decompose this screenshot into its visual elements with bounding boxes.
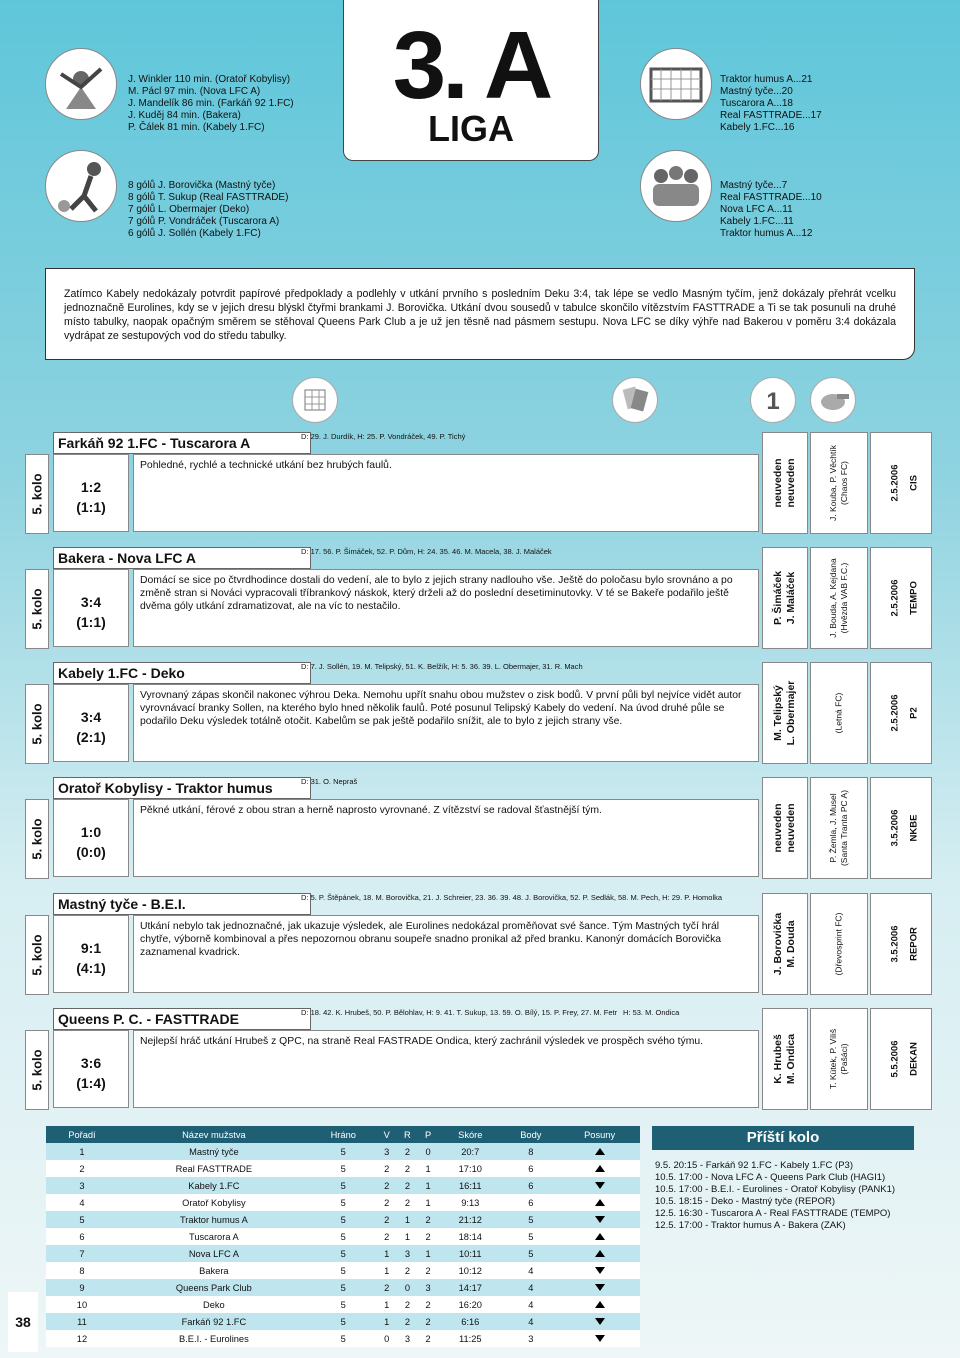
goalkeeper-photo <box>45 48 117 120</box>
table-cell: 11 <box>46 1313 118 1330</box>
table-row <box>46 1279 640 1296</box>
table-cell: 1 <box>377 1245 397 1262</box>
arrow-down-icon <box>559 1279 640 1296</box>
list-item: 8 gólů J. Borovička (Mastný tyče) <box>128 180 276 191</box>
arrow-down-icon <box>559 1262 640 1279</box>
table-cell: 2 <box>418 1262 438 1279</box>
halftime-score: (1:4) <box>76 1075 106 1091</box>
table-cell: 2 <box>397 1177 418 1194</box>
table-cell: 3 <box>397 1245 418 1262</box>
league-header <box>343 0 599 161</box>
list-item: 10.5. 18:15 - Deko - Mastný tyče (REPOR) <box>655 1196 836 1207</box>
match-date: 5.5.2006 <box>889 1040 901 1078</box>
table-cell: 16:20 <box>438 1296 502 1313</box>
table-cell: 5 <box>46 1211 118 1228</box>
table-cell: 1 <box>397 1211 418 1228</box>
table-row <box>46 1194 640 1211</box>
table-row <box>46 1228 640 1245</box>
table-row <box>46 1211 640 1228</box>
final-score: 1:2 <box>80 479 102 495</box>
date-venue <box>870 1008 932 1110</box>
table-cell: Queens Park Club <box>118 1279 310 1296</box>
list-item: Mastný tyče...7 <box>720 180 788 191</box>
table-cell: 4 <box>502 1313 559 1330</box>
final-score: 3:4 <box>80 709 102 725</box>
table-cell: 2 <box>46 1160 118 1177</box>
table-cell: 1 <box>397 1228 418 1245</box>
match-block <box>25 1008 935 1110</box>
grid-icon <box>292 377 338 423</box>
table-row <box>46 1143 640 1160</box>
table-cell: Farkáň 92 1.FC <box>118 1313 310 1330</box>
match-block <box>25 893 935 995</box>
table-cell: 5 <box>310 1194 377 1211</box>
best-players <box>762 893 808 995</box>
arrow-down-icon <box>559 1211 640 1228</box>
table-cell: 20:7 <box>438 1143 502 1160</box>
table-row <box>46 1313 640 1330</box>
table-row <box>46 1296 640 1313</box>
match-title: Farkáň 92 1.FC - Tuscarora A <box>53 432 311 454</box>
score-box <box>53 799 129 877</box>
list-item: 7 gólů P. Vondráček (Tuscarora A) <box>128 216 280 227</box>
round-label <box>25 454 49 534</box>
match-venue: P2 <box>908 707 920 719</box>
top-right-list <box>720 74 822 134</box>
referee: J. Bouda, A. Kejdana <box>828 558 838 638</box>
table-cell: 4 <box>502 1262 559 1279</box>
goal-list: D: 17. 56. P. Šimáček, 52. P. Dům, H: 24. 35. 46. M. Macela, 38. J. Maláček <box>301 547 552 556</box>
round-text: 5. kolo <box>29 934 45 976</box>
next-round-list <box>655 1160 895 1232</box>
player-kick-photo <box>45 150 117 222</box>
table-cell: 1 <box>418 1160 438 1177</box>
best-players <box>762 777 808 879</box>
goal-net-photo <box>640 48 712 120</box>
list-item: P. Čálek 81 min. (Kabely 1.FC) <box>128 122 265 133</box>
scorer: L. Obermajer <box>785 680 797 746</box>
mid-left-list <box>128 180 288 240</box>
table-cell: 2 <box>397 1313 418 1330</box>
referees <box>810 662 868 764</box>
scorer: neuveden <box>772 458 784 508</box>
final-score: 3:6 <box>80 1055 102 1071</box>
scorer: M. Telipský <box>772 685 784 741</box>
table-cell: Bakera <box>118 1262 310 1279</box>
date-venue <box>870 547 932 649</box>
match-block <box>25 777 935 879</box>
match-title: Queens P. C. - FASTTRADE <box>53 1008 311 1030</box>
table-cell: 2 <box>418 1313 438 1330</box>
col-header: Název mužstva <box>118 1126 310 1143</box>
round-label <box>25 1030 49 1110</box>
match-venue: NKBE <box>908 814 920 842</box>
table-cell: 2 <box>418 1330 438 1347</box>
referee: P. Žemla, J. Musel <box>828 793 838 863</box>
scorer: P. Šimáček <box>772 570 784 626</box>
table-cell: 5 <box>310 1245 377 1262</box>
referees <box>810 1008 868 1110</box>
table-cell: 5 <box>310 1279 377 1296</box>
match-venue: TEMPO <box>908 581 920 615</box>
table-cell: 0 <box>418 1143 438 1160</box>
table-cell: Kabely 1.FC <box>118 1177 310 1194</box>
table-cell: 4 <box>502 1279 559 1296</box>
goal-list-away: H: 53. M. Ondica <box>623 1008 680 1017</box>
col-header: R <box>397 1126 418 1143</box>
match-title: Bakera - Nova LFC A <box>53 547 311 569</box>
table-cell: 5 <box>502 1245 559 1262</box>
scorer: K. Hrubeš <box>772 1034 784 1084</box>
table-cell: Tuscarora A <box>118 1228 310 1245</box>
final-score: 9:1 <box>80 940 102 956</box>
table-cell: 5 <box>502 1228 559 1245</box>
arrow-up-icon <box>559 1194 640 1211</box>
col-header: P <box>418 1126 438 1143</box>
referees <box>810 432 868 534</box>
match-date: 2.5.2006 <box>889 579 901 617</box>
table-cell: 6 <box>502 1160 559 1177</box>
referees <box>810 893 868 995</box>
match-description: Utkání nebylo tak jednoznačné, jak ukazuje výsledek, ale Eurolines nedokázal proměňovat své šance. Tým Mastných tyčí hrál chytře, výborně kombinoval a přes nepozornou obranu soupeře snadno pronikal až před branku. Kanonýr domácích Borovička zaznamenal kvadrick. <box>133 915 759 993</box>
score-box <box>53 684 129 762</box>
score-box <box>53 569 129 647</box>
arrow-up-icon <box>559 1228 640 1245</box>
table-cell: 1 <box>418 1177 438 1194</box>
table-cell: 2 <box>377 1228 397 1245</box>
table-cell: 5 <box>310 1262 377 1279</box>
halftime-score: (2:1) <box>76 729 106 745</box>
table-cell: Traktor humus A <box>118 1211 310 1228</box>
arrow-down-icon <box>559 1330 640 1347</box>
page-number: 38 <box>8 1292 38 1352</box>
list-item: Kabely 1.FC...11 <box>720 216 794 227</box>
halftime-score: (4:1) <box>76 960 106 976</box>
table-cell: 18:14 <box>438 1228 502 1245</box>
col-header: Skóre <box>438 1126 502 1143</box>
arrow-up-icon <box>559 1143 640 1160</box>
scorer: M. Douda <box>785 920 797 968</box>
referee: (Santa Tranta PC A) <box>839 789 849 867</box>
list-item: 10.5. 17:00 - B.E.I. - Eurolines - Oratoř Kobylisy (PANK1) <box>655 1184 896 1195</box>
table-cell: Real FASTTRADE <box>118 1160 310 1177</box>
match-block <box>25 662 935 764</box>
table-cell: 2 <box>377 1211 397 1228</box>
goal-list: D: 7. J. Sollén, 19. M. Telipský, 51. K. Belžík, H: 5. 36. 39. L. Obermajer, 31. R. Mach <box>301 662 583 671</box>
table-row <box>46 1160 640 1177</box>
league-subtitle: LIGA <box>428 108 514 149</box>
svg-text:1: 1 <box>766 388 780 415</box>
date-venue <box>870 777 932 879</box>
match-block <box>25 547 935 649</box>
table-cell: 16:11 <box>438 1177 502 1194</box>
referee: (Dřevosprint FC) <box>833 912 844 976</box>
scorer: neuveden <box>785 458 797 508</box>
table-cell: 3 <box>46 1177 118 1194</box>
table-cell: 5 <box>310 1330 377 1347</box>
list-item: Nova LFC A...11 <box>720 204 793 215</box>
table-cell: 6 <box>46 1228 118 1245</box>
table-row <box>46 1330 640 1347</box>
score-box <box>53 915 129 993</box>
table-cell: 2 <box>377 1194 397 1211</box>
arrow-up-icon <box>559 1296 640 1313</box>
list-item: 9.5. 20:15 - Farkáň 92 1.FC - Kabely 1.FC (P3) <box>655 1160 854 1171</box>
match-venue: REPOR <box>908 927 920 961</box>
table-cell: 3 <box>397 1330 418 1347</box>
table-cell: 3 <box>418 1279 438 1296</box>
col-header: Posuny <box>559 1126 640 1143</box>
score-box <box>53 454 129 532</box>
best-players <box>762 432 808 534</box>
table-cell: 0 <box>377 1330 397 1347</box>
table-row <box>46 1245 640 1262</box>
goal-list: D: 5. P. Štěpánek, 18. M. Borovička, 21. J. Schreier, 23. 36. 39. 48. J. Borovička, 52. P. Sedlák, 58. M. Pech, H: 29. P. Homolka <box>301 893 723 902</box>
goal-list: D: 18. 42. K. Hrubeš, 50. P. Bělohlav, H: 9. 41. T. Sukup, 13. 59. O. Bílý, 15. P. Frey, 27. M. Fetr <box>301 1008 618 1017</box>
table-cell: 7 <box>46 1245 118 1262</box>
table-cell: Oratoř Kobylisy <box>118 1194 310 1211</box>
col-header: V <box>377 1126 397 1143</box>
match-title: Oratoř Kobylisy - Traktor humus <box>53 777 311 799</box>
table-cell: 6:16 <box>438 1313 502 1330</box>
intro-paragraph: Zatímco Kabely nedokázaly potvrdit papírové předpoklady a podlehly v utkání prvního s posledním Deku 3:4, tak lépe se vedlo Masným tyčím, jenž dokázaly přehrát vcelku jednoznačně Eurolines, kdy se v jejich dresu blýskl čtyřmi brankami J. Borovička. Utkání dvou sousedů v tabulce skončilo vítězstvím FASTTRADE a Ti se tak posunuli na druhé místo tabulky, naopak opačným směrem se stěhoval Queens Park Club a je už jen těsně nad pásmem sestupu. Nova LFC se díky výhře nad Bakerou v poměru 3:4 dokázala vydrápat ze sestupových vod do středu tabulky. <box>45 268 915 360</box>
best-players <box>762 662 808 764</box>
halftime-score: (1:1) <box>76 499 106 515</box>
match-date: 3.5.2006 <box>889 925 901 963</box>
list-item: J. Winkler 110 min. (Oratoř Kobylisy) <box>128 74 291 85</box>
table-cell: 1 <box>377 1313 397 1330</box>
table-cell: 1 <box>418 1245 438 1262</box>
table-cell: 5 <box>310 1296 377 1313</box>
table-cell: 2 <box>397 1194 418 1211</box>
arrow-up-icon <box>559 1245 640 1262</box>
league-title: 3. A <box>392 12 550 119</box>
table-cell: 11:25 <box>438 1330 502 1347</box>
table-cell: 8 <box>502 1143 559 1160</box>
table-cell: 0 <box>397 1279 418 1296</box>
halftime-score: (0:0) <box>76 844 106 860</box>
list-item: 7 gólů L. Obermajer (Deko) <box>128 204 250 215</box>
date-venue <box>870 432 932 534</box>
referees <box>810 777 868 879</box>
table-cell: 4 <box>502 1296 559 1313</box>
list-item: Traktor humus A...12 <box>720 228 813 239</box>
cards-icon <box>612 377 658 423</box>
top-left-list <box>128 74 294 134</box>
number-one-icon <box>750 377 796 423</box>
round-label <box>25 915 49 995</box>
table-cell: 1 <box>377 1262 397 1279</box>
table-cell: 10:12 <box>438 1262 502 1279</box>
round-text: 5. kolo <box>29 1049 45 1091</box>
table-cell: B.E.I. - Eurolines <box>118 1330 310 1347</box>
match-title: Kabely 1.FC - Deko <box>53 662 311 684</box>
arrow-down-icon <box>559 1313 640 1330</box>
scorer: neuveden <box>772 803 784 853</box>
table-cell: 2 <box>397 1262 418 1279</box>
match-date: 3.5.2006 <box>889 809 901 847</box>
list-item: M. Pácl 97 min. (Nova LFC A) <box>128 86 261 97</box>
goal-list: D: 31. O. Nepraš <box>301 777 358 786</box>
list-item: 6 gólů J. Sollén (Kabely 1.FC) <box>128 228 261 239</box>
scorer: J. Maláček <box>785 571 797 625</box>
halftime-score: (1:1) <box>76 614 106 630</box>
referees <box>810 547 868 649</box>
referee: (Hvězda VAB F.C.) <box>839 562 849 634</box>
match-description: Pohledné, rychlé a technické utkání bez hrubých faulů. <box>133 454 759 532</box>
table-cell: 2 <box>397 1160 418 1177</box>
list-item: Kabely 1.FC...16 <box>720 122 795 133</box>
round-text: 5. kolo <box>29 703 45 745</box>
match-description: Domácí se sice po čtvrdhodince dostali do vedení, ale to bylo z jejich strany nadlouho vše. Ještě do poločasu bylo srovnáno a po změně stran si Nováci vypracovali tříbrankový náskok, který drželi až do poslední desetiminutovky. V té se Bakeře podařilo ještě dvěma góly utkání zdramatizovat, ale na víc to nestačilo. <box>133 569 759 647</box>
table-cell: 6 <box>502 1177 559 1194</box>
table-cell: 2 <box>397 1143 418 1160</box>
match-description: Vyrovnaný zápas skončil nakonec výhrou Deka. Nemohu upřít snahu obou mužstev o zisk bodů. V první půli byl nejvíce vidět autor vyrovnávací branky Sollen, na kterého bylo hned několik faulů. Poté posunul Telipský Kabely do vedení. Na úvod druhé půle se podařilo Deku výsledek totálně otočit. Kabelům se pak ještě podařilo snížit, ale to bylo z jejich strany vše. <box>133 684 759 762</box>
table-cell: 8 <box>46 1262 118 1279</box>
table-cell: 2 <box>418 1296 438 1313</box>
date-venue <box>870 662 932 764</box>
date-venue <box>870 893 932 995</box>
table-cell: 2 <box>418 1211 438 1228</box>
table-cell: 9 <box>46 1279 118 1296</box>
table-cell: 5 <box>310 1177 377 1194</box>
table-cell: Deko <box>118 1296 310 1313</box>
table-cell: 1 <box>377 1296 397 1313</box>
match-venue: DEKAN <box>908 1042 920 1076</box>
table-cell: 2 <box>397 1296 418 1313</box>
table-cell: 5 <box>310 1143 377 1160</box>
round-label <box>25 799 49 879</box>
table-cell: 5 <box>310 1160 377 1177</box>
scorer: M. Ondica <box>785 1033 797 1085</box>
match-date: 2.5.2006 <box>889 464 901 502</box>
table-cell: 3 <box>377 1143 397 1160</box>
score-box <box>53 1030 129 1108</box>
list-item: Real FASTTRADE...17 <box>720 110 822 121</box>
match-block <box>25 432 935 534</box>
list-item: 10.5. 17:00 - Nova LFC A - Queens Park Club (HAGI1) <box>655 1172 886 1183</box>
match-description: Pěkné utkání, férové z obou stran a herně naprosto vyrovnané. Z vítězství se radoval šťastnější tým. <box>133 799 759 877</box>
table-cell: 1 <box>418 1194 438 1211</box>
list-item: Mastný tyče...20 <box>720 86 793 97</box>
col-header: Pořadí <box>46 1126 118 1143</box>
final-score: 3:4 <box>80 594 102 610</box>
standings-table <box>46 1126 640 1347</box>
goal-list: D: 29. J. Durdík, H: 25. P. Vondráček, 49. P. Tichý <box>301 432 466 441</box>
table-cell: Nova LFC A <box>118 1245 310 1262</box>
final-score: 1:0 <box>80 824 102 840</box>
table-cell: 5 <box>310 1211 377 1228</box>
defense-photo <box>640 150 712 222</box>
best-players <box>762 1008 808 1110</box>
table-row <box>46 1177 640 1194</box>
referee: (Chaos FC) <box>839 461 849 505</box>
list-item: Traktor humus A...21 <box>720 74 813 85</box>
table-cell: 17:10 <box>438 1160 502 1177</box>
table-cell: 5 <box>310 1313 377 1330</box>
table-cell: 2 <box>377 1279 397 1296</box>
referee: (Letná FC) <box>833 692 844 734</box>
list-item: Real FASTTRADE...10 <box>720 192 822 203</box>
table-cell: 21:12 <box>438 1211 502 1228</box>
col-header: Hráno <box>310 1126 377 1143</box>
round-text: 5. kolo <box>29 473 45 515</box>
mid-right-list <box>720 180 822 240</box>
round-text: 5. kolo <box>29 818 45 860</box>
list-item: Tuscarora A...18 <box>720 98 793 109</box>
list-item: 12.5. 16:30 - Tuscarora A - Real FASTTRADE (TEMPO) <box>655 1208 891 1219</box>
table-cell: 4 <box>46 1194 118 1211</box>
referee: (Pašáci) <box>839 1043 849 1075</box>
round-label <box>25 684 49 764</box>
scorer: neuveden <box>785 803 797 853</box>
table-cell: 5 <box>502 1211 559 1228</box>
best-players <box>762 547 808 649</box>
list-item: 8 gólů T. Sukup (Real FASTTRADE) <box>128 192 289 203</box>
table-cell: 2 <box>377 1160 397 1177</box>
table-cell: 6 <box>502 1194 559 1211</box>
table-cell: 12 <box>46 1330 118 1347</box>
round-text: 5. kolo <box>29 588 45 630</box>
match-title: Mastný tyče - B.E.I. <box>53 893 311 915</box>
table-cell: 2 <box>377 1177 397 1194</box>
whistle-icon <box>810 377 856 423</box>
list-item: J. Kuděj 84 min. (Bakera) <box>128 110 241 121</box>
list-item: J. Mandelík 86 min. (Farkáň 92 1.FC) <box>128 98 294 109</box>
table-cell: 5 <box>310 1228 377 1245</box>
table-cell: 14:17 <box>438 1279 502 1296</box>
arrow-up-icon <box>559 1160 640 1177</box>
table-cell: 1 <box>46 1143 118 1160</box>
referee: T. Kútek, P. Viliš <box>828 1028 838 1090</box>
next-round-title: Příští kolo <box>652 1126 914 1150</box>
match-date: 2.5.2006 <box>889 694 901 732</box>
table-cell: 9:13 <box>438 1194 502 1211</box>
referee: J. Kouba, P. Věchtík <box>828 445 838 521</box>
table-cell: 3 <box>502 1330 559 1347</box>
round-label <box>25 569 49 649</box>
table-cell: 10:11 <box>438 1245 502 1262</box>
match-venue: CIS <box>908 475 920 491</box>
table-cell: 10 <box>46 1296 118 1313</box>
col-header: Body <box>502 1126 559 1143</box>
list-item: 12.5. 17:00 - Traktor humus A - Bakera (ZAK) <box>655 1220 846 1231</box>
arrow-down-icon <box>559 1177 640 1194</box>
table-cell: Mastný tyče <box>118 1143 310 1160</box>
scorer: J. Borovička <box>772 912 784 976</box>
table-row <box>46 1262 640 1279</box>
match-description: Nejlepší hráč utkání Hrubeš z QPC, na straně Real FASTRADE Ondica, který zachránil výsledek ve prospěch svého týmu. <box>133 1030 759 1108</box>
table-cell: 2 <box>418 1228 438 1245</box>
